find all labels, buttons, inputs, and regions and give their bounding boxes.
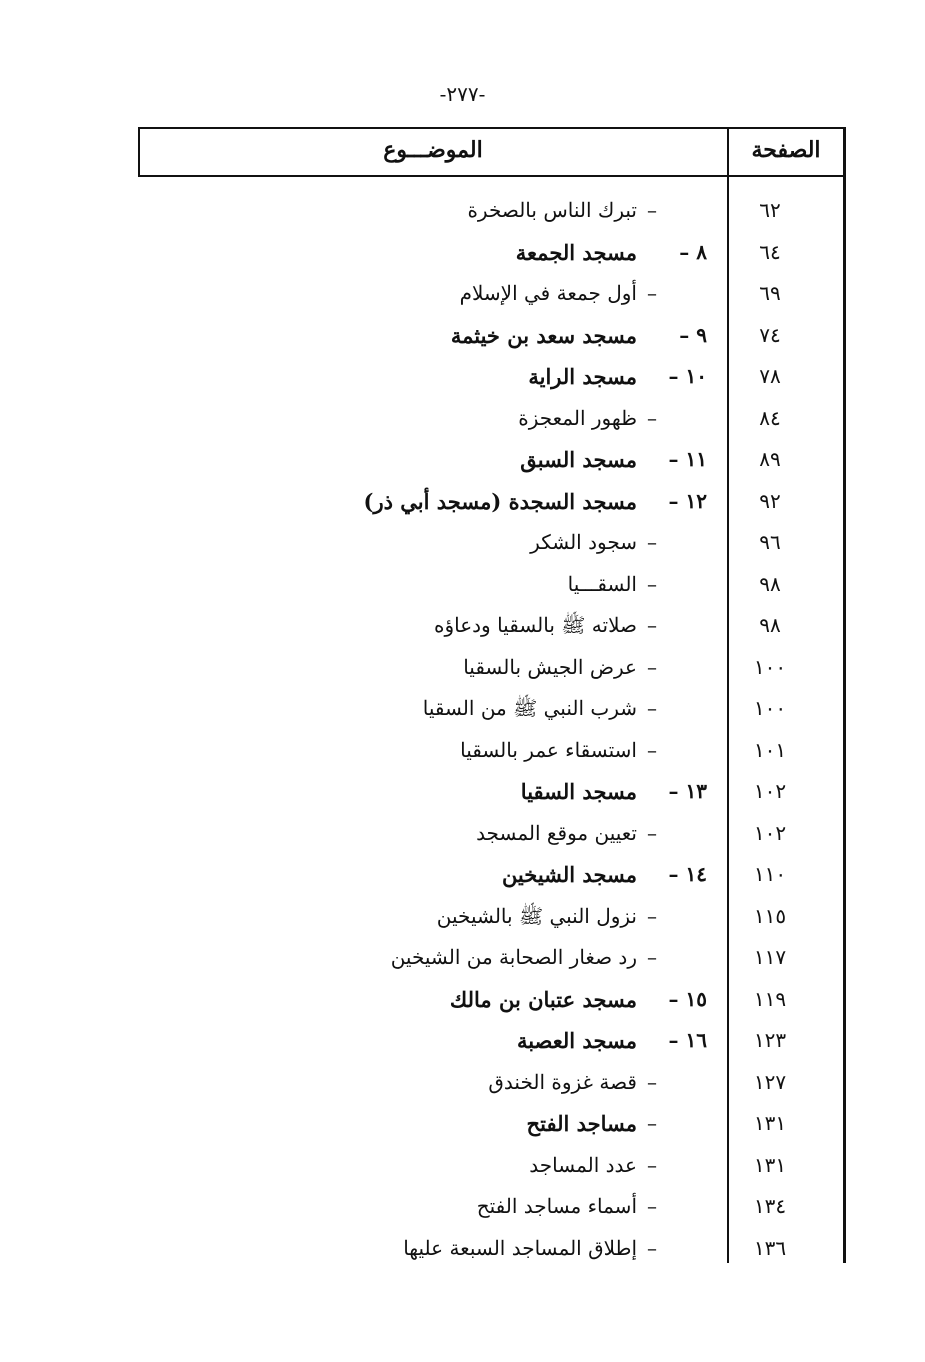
entry-title: مسجد الجمعة	[515, 239, 637, 265]
entry-title: نزول النبي ﷺ بالشيخين	[436, 903, 637, 928]
toc-entry	[0, 568, 925, 608]
entry-title: رد صغار الصحابة من الشيخين	[390, 945, 637, 969]
entry-marker: –	[647, 654, 657, 679]
header-topic-label: الموضـــوع	[383, 137, 483, 163]
toc-entry	[0, 277, 925, 317]
entry-title: تبرك الناس بالصخرة	[467, 198, 637, 222]
entry-page: ٨٤	[759, 405, 781, 430]
toc-entry	[0, 1107, 925, 1147]
entry-title: أول جمعة في الإسلام	[459, 281, 637, 305]
entry-page: ١٣١	[753, 1111, 787, 1135]
entry-title: مسجد العصبة	[516, 1028, 637, 1053]
toc-entry	[0, 734, 925, 774]
entry-marker: –	[647, 405, 657, 430]
entry-marker: –	[647, 1069, 657, 1094]
entry-page: ١٣١	[753, 1152, 787, 1177]
entry-page: ٩٨	[759, 571, 781, 596]
toc-entry	[0, 941, 925, 981]
entry-page: ٩٦	[759, 530, 781, 554]
entry-title: عدد المساجد	[529, 1152, 637, 1177]
toc-entry	[0, 817, 925, 857]
entry-marker: –	[647, 1111, 657, 1135]
entry-marker: –	[647, 1194, 657, 1218]
toc-entry	[0, 319, 925, 359]
entry-page: ١١٧	[753, 945, 787, 969]
entry-title: مسجد السجدة (مسجد أبي ذر)	[363, 488, 637, 514]
toc-entry	[0, 858, 925, 898]
entry-title: استسقاء عمر بالسقيا	[460, 737, 637, 762]
toc-entry	[0, 1190, 925, 1230]
entry-title: مسجد سعد بن خيثمة	[450, 322, 637, 348]
entry-title: عرض الجيش بالسقيا	[463, 654, 637, 679]
entry-title: مسجد الشيخين	[501, 862, 637, 887]
entry-marker: ١٠ –	[668, 364, 707, 388]
entry-title: مسجد الراية	[528, 364, 637, 389]
toc-entry	[0, 692, 925, 732]
entry-page: ١٠٠	[753, 696, 787, 720]
entry-page: ٦٩	[759, 281, 781, 305]
toc-entry	[0, 651, 925, 691]
toc-entry	[0, 443, 925, 483]
entry-page: ٩٨	[759, 613, 781, 637]
entry-marker: ١٣ –	[668, 779, 707, 803]
header-page-label: الصفحة	[751, 137, 821, 163]
entry-marker: –	[647, 945, 657, 969]
entry-marker: ٩ –	[679, 322, 707, 347]
entry-marker: –	[647, 613, 657, 637]
entry-page: ٨٩	[759, 447, 781, 471]
entry-title: تعيين موقع المسجد	[476, 820, 637, 845]
toc-entry	[0, 1066, 925, 1106]
entry-marker: –	[647, 1235, 657, 1260]
entry-marker: –	[647, 1152, 657, 1177]
entry-page: ١٠٢	[753, 820, 787, 845]
entry-title: مساجد الفتح	[526, 1111, 637, 1136]
entry-title: قصة غزوة الخندق	[488, 1069, 637, 1094]
toc-entry	[0, 360, 925, 400]
entry-marker: ١١ –	[668, 447, 707, 471]
entry-marker: ١٦ –	[668, 1028, 707, 1052]
entry-marker: –	[647, 281, 657, 305]
entry-marker: –	[647, 903, 657, 928]
entry-page: ١٢٣	[753, 1028, 787, 1052]
entry-title: إطلاق المساجد السبعة عليها	[403, 1235, 637, 1260]
entry-page: ١١٩	[753, 986, 787, 1011]
entry-marker: –	[647, 820, 657, 845]
toc-entry	[0, 983, 925, 1023]
entry-marker: –	[647, 198, 657, 222]
toc-entry	[0, 526, 925, 566]
toc-entry	[0, 900, 925, 940]
page-number: -٢٧٧-	[439, 82, 486, 106]
entry-title: السقـــيا	[567, 571, 637, 596]
entry-page: ١٢٧	[753, 1069, 787, 1094]
toc-entry	[0, 1024, 925, 1064]
entry-page: ٧٨	[759, 364, 781, 388]
entry-page: ١٣٦	[753, 1235, 787, 1260]
entry-title: شرب النبي ﷺ من السقيا	[422, 696, 637, 720]
entry-title: مسجد السقيا	[520, 779, 637, 804]
toc-entry	[0, 402, 925, 442]
entry-marker: –	[647, 571, 657, 596]
entry-page: ٦٢	[759, 198, 781, 222]
entry-title: ظهور المعجزة	[518, 405, 637, 430]
toc-entry	[0, 1232, 925, 1272]
entry-page: ٩٢	[759, 488, 781, 513]
entry-page: ١١٠	[753, 862, 787, 886]
entry-marker: ١٤ –	[668, 862, 707, 886]
entry-title: أسماء مساجد الفتح	[476, 1194, 637, 1218]
entry-marker: ٨ –	[679, 239, 707, 264]
entry-marker: –	[647, 696, 657, 720]
entry-marker: –	[647, 530, 657, 554]
toc-entry	[0, 1149, 925, 1189]
entry-page: ١١٥	[753, 903, 787, 928]
entry-title: مسجد السبق	[520, 447, 637, 472]
entry-marker: ١٥ –	[668, 986, 707, 1011]
entry-page: ١٠١	[753, 737, 787, 762]
entry-marker: –	[647, 737, 657, 762]
entry-page: ١٣٤	[753, 1194, 787, 1218]
entry-title: مسجد عتبان بن مالك	[449, 986, 637, 1012]
entry-title: صلاته ﷺ بالسقيا ودعاؤه	[433, 613, 637, 637]
entry-page: ٦٤	[759, 239, 781, 264]
entry-page: ١٠٠	[753, 654, 787, 679]
entry-page: ١٠٢	[753, 779, 787, 803]
toc-entry	[0, 236, 925, 276]
toc-entry	[0, 775, 925, 815]
toc-entry	[0, 194, 925, 234]
entry-page: ٧٤	[759, 322, 781, 347]
entry-marker: ١٢ –	[668, 488, 707, 513]
toc-entry	[0, 485, 925, 525]
entry-title: سجود الشكر	[530, 530, 637, 554]
toc-entry	[0, 609, 925, 649]
